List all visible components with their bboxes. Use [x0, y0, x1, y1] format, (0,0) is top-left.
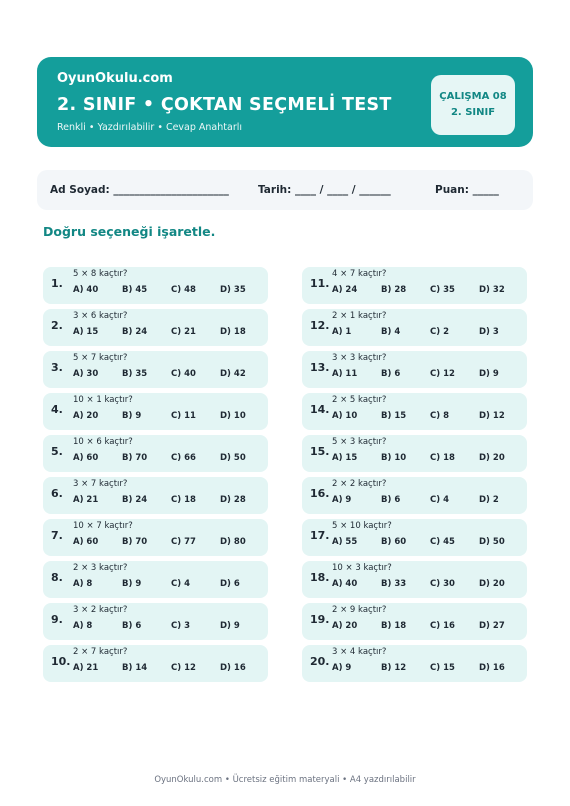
- question-card: [43, 645, 268, 682]
- question-text: 2 × 1 kaçtır?: [332, 311, 387, 321]
- question-text: 2 × 9 kaçtır?: [332, 605, 387, 615]
- answer-option[interactable]: D) 18: [220, 327, 246, 337]
- question-card: [43, 393, 268, 430]
- answer-option[interactable]: C) 77: [171, 537, 196, 547]
- answer-option[interactable]: D) 35: [220, 285, 246, 295]
- answer-option[interactable]: B) 6: [381, 369, 401, 379]
- answer-option[interactable]: A) 24: [332, 285, 358, 295]
- answer-option[interactable]: D) 10: [220, 411, 246, 421]
- answer-option[interactable]: B) 45: [122, 285, 148, 295]
- question-number: 20.: [310, 655, 330, 668]
- answer-option[interactable]: A) 21: [73, 495, 99, 505]
- answer-option[interactable]: B) 14: [122, 663, 148, 673]
- footer-text: OyunOkulu.com • Ücretsiz eğitim materyali • A4 yazdırılabilir: [154, 775, 416, 785]
- answer-option[interactable]: C) 35: [430, 285, 455, 295]
- question-card: [302, 603, 527, 640]
- answer-option[interactable]: A) 60: [73, 537, 99, 547]
- question-number: 7.: [51, 529, 63, 542]
- question-text: 5 × 10 kaçtır?: [332, 521, 392, 531]
- question-text: 3 × 3 kaçtır?: [332, 353, 387, 363]
- grade-label: 2. SINIF: [450, 107, 496, 118]
- question-card: [43, 603, 268, 640]
- answer-option[interactable]: C) 21: [171, 327, 196, 337]
- worksheet-number: ÇALIŞMA 08: [439, 91, 507, 102]
- question-card: [43, 309, 268, 346]
- question-text: 10 × 1 kaçtır?: [73, 395, 133, 405]
- question-card: [43, 519, 268, 556]
- question-text: 5 × 3 kaçtır?: [332, 437, 387, 447]
- answer-option[interactable]: A) 1: [332, 327, 352, 337]
- answer-option[interactable]: C) 15: [430, 663, 455, 673]
- question-card: [43, 267, 268, 304]
- question-text: 2 × 3 kaçtır?: [73, 563, 128, 573]
- answer-option[interactable]: B) 6: [122, 621, 142, 631]
- question-number: 1.: [51, 277, 63, 290]
- question-card: [302, 267, 527, 304]
- question-number: 9.: [51, 613, 63, 626]
- answer-option[interactable]: C) 4: [430, 495, 449, 505]
- answer-option[interactable]: D) 42: [220, 369, 246, 379]
- question-card: [43, 561, 268, 598]
- question-card: [302, 351, 527, 388]
- page-subtitle: Renkli • Yazdırılabilir • Cevap Anahtarlı: [57, 122, 243, 133]
- question-text: 2 × 2 kaçtır?: [332, 479, 387, 489]
- answer-option[interactable]: C) 11: [171, 411, 196, 421]
- question-text: 10 × 7 kaçtır?: [73, 521, 133, 531]
- question-number: 6.: [51, 487, 63, 500]
- answer-option[interactable]: C) 30: [430, 579, 455, 589]
- answer-option[interactable]: D) 28: [220, 495, 246, 505]
- answer-option[interactable]: D) 3: [479, 327, 499, 337]
- answer-option[interactable]: B) 9: [122, 411, 142, 421]
- question-number: 12.: [310, 319, 330, 332]
- question-number: 15.: [310, 445, 330, 458]
- question-card: [302, 435, 527, 472]
- question-card: [43, 477, 268, 514]
- answer-option[interactable]: D) 80: [220, 537, 246, 547]
- answer-option[interactable]: A) 15: [73, 327, 99, 337]
- answer-option[interactable]: A) 20: [73, 411, 99, 421]
- answer-option[interactable]: D) 27: [479, 621, 505, 631]
- answer-option[interactable]: A) 30: [73, 369, 99, 379]
- answer-option[interactable]: C) 2: [430, 327, 449, 337]
- question-number: 19.: [310, 613, 330, 626]
- answer-option[interactable]: B) 12: [381, 663, 407, 673]
- answer-option[interactable]: B) 4: [381, 327, 401, 337]
- answer-option[interactable]: A) 9: [332, 663, 352, 673]
- answer-option[interactable]: D) 12: [479, 411, 505, 421]
- answer-option[interactable]: D) 32: [479, 285, 505, 295]
- answer-option[interactable]: C) 16: [430, 621, 455, 631]
- question-number: 8.: [51, 571, 63, 584]
- answer-option[interactable]: C) 18: [171, 495, 196, 505]
- question-card: [302, 477, 527, 514]
- question-text: 3 × 4 kaçtır?: [332, 647, 387, 657]
- question-number: 13.: [310, 361, 330, 374]
- answer-option[interactable]: A) 60: [73, 453, 99, 463]
- question-text: 10 × 6 kaçtır?: [73, 437, 133, 447]
- question-text: 2 × 5 kaçtır?: [332, 395, 387, 405]
- question-text: 3 × 7 kaçtır?: [73, 479, 128, 489]
- answer-option[interactable]: D) 16: [479, 663, 505, 673]
- question-number: 10.: [51, 655, 71, 668]
- question-number: 5.: [51, 445, 63, 458]
- question-number: 4.: [51, 403, 63, 416]
- answer-option[interactable]: A) 8: [73, 621, 93, 631]
- answer-option[interactable]: D) 50: [479, 537, 505, 547]
- question-number: 14.: [310, 403, 330, 416]
- answer-option[interactable]: C) 48: [171, 285, 196, 295]
- date-field[interactable]: Tarih: ____ / ____ / ______: [258, 184, 391, 196]
- question-number: 2.: [51, 319, 63, 332]
- answer-option[interactable]: D) 20: [479, 453, 505, 463]
- question-text: 4 × 7 kaçtır?: [332, 269, 387, 279]
- question-text: 5 × 7 kaçtır?: [73, 353, 128, 363]
- answer-option[interactable]: C) 40: [171, 369, 196, 379]
- question-number: 17.: [310, 529, 330, 542]
- answer-option[interactable]: B) 15: [381, 411, 407, 421]
- answer-option[interactable]: C) 18: [430, 453, 455, 463]
- answer-option[interactable]: A) 55: [332, 537, 358, 547]
- answer-option[interactable]: B) 33: [381, 579, 407, 589]
- answer-option[interactable]: C) 45: [430, 537, 455, 547]
- question-number: 18.: [310, 571, 330, 584]
- brand-name: OyunOkulu.com: [57, 71, 173, 86]
- answer-option[interactable]: D) 20: [479, 579, 505, 589]
- answer-option[interactable]: C) 8: [430, 411, 449, 421]
- question-text: 3 × 6 kaçtır?: [73, 311, 128, 321]
- name-field[interactable]: Ad Soyad: ______________________: [50, 184, 229, 196]
- answer-option[interactable]: A) 9: [332, 495, 352, 505]
- answer-option[interactable]: C) 12: [430, 369, 455, 379]
- answer-option[interactable]: A) 10: [332, 411, 358, 421]
- answer-option[interactable]: C) 3: [171, 621, 190, 631]
- instruction-text: Doğru seçeneği işaretle.: [43, 224, 216, 239]
- answer-option[interactable]: D) 16: [220, 663, 246, 673]
- answer-option[interactable]: D) 6: [220, 579, 240, 589]
- answer-option[interactable]: C) 66: [171, 453, 196, 463]
- answer-option[interactable]: B) 28: [381, 285, 407, 295]
- answer-option[interactable]: A) 15: [332, 453, 358, 463]
- answer-option[interactable]: A) 8: [73, 579, 93, 589]
- header-banner: [37, 57, 533, 147]
- question-number: 3.: [51, 361, 63, 374]
- answer-option[interactable]: B) 70: [122, 453, 148, 463]
- answer-option[interactable]: B) 24: [122, 327, 148, 337]
- answer-option[interactable]: C) 4: [171, 579, 190, 589]
- answer-option[interactable]: A) 11: [332, 369, 358, 379]
- student-info-bar: [37, 170, 533, 210]
- answer-option[interactable]: B) 70: [122, 537, 148, 547]
- answer-option[interactable]: A) 21: [73, 663, 99, 673]
- answer-option[interactable]: D) 9: [220, 621, 240, 631]
- answer-option[interactable]: B) 18: [381, 621, 407, 631]
- question-text: 2 × 7 kaçtır?: [73, 647, 128, 657]
- page-title: 2. SINIF • ÇOKTAN SEÇMELİ TEST: [57, 95, 392, 115]
- answer-option[interactable]: B) 6: [381, 495, 401, 505]
- score-field[interactable]: Puan: _____: [435, 184, 499, 196]
- question-text: 3 × 2 kaçtır?: [73, 605, 128, 615]
- answer-option[interactable]: D) 2: [479, 495, 499, 505]
- answer-option[interactable]: C) 12: [171, 663, 196, 673]
- answer-option[interactable]: B) 24: [122, 495, 148, 505]
- answer-option[interactable]: A) 20: [332, 621, 358, 631]
- answer-option[interactable]: A) 40: [332, 579, 358, 589]
- question-card: [302, 309, 527, 346]
- question-number: 16.: [310, 487, 330, 500]
- question-card: [43, 435, 268, 472]
- question-card: [43, 351, 268, 388]
- answer-option[interactable]: B) 10: [381, 453, 407, 463]
- worksheet-badge: [431, 75, 515, 135]
- question-card: [302, 645, 527, 682]
- question-card: [302, 519, 527, 556]
- answer-option[interactable]: B) 60: [381, 537, 407, 547]
- answer-option[interactable]: B) 9: [122, 579, 142, 589]
- question-text: 10 × 3 kaçtır?: [332, 563, 392, 573]
- question-number: 11.: [310, 277, 330, 290]
- question-card: [302, 561, 527, 598]
- answer-option[interactable]: A) 40: [73, 285, 99, 295]
- answer-option[interactable]: B) 35: [122, 369, 148, 379]
- question-card: [302, 393, 527, 430]
- answer-option[interactable]: D) 9: [479, 369, 499, 379]
- answer-option[interactable]: D) 50: [220, 453, 246, 463]
- question-text: 5 × 8 kaçtır?: [73, 269, 128, 279]
